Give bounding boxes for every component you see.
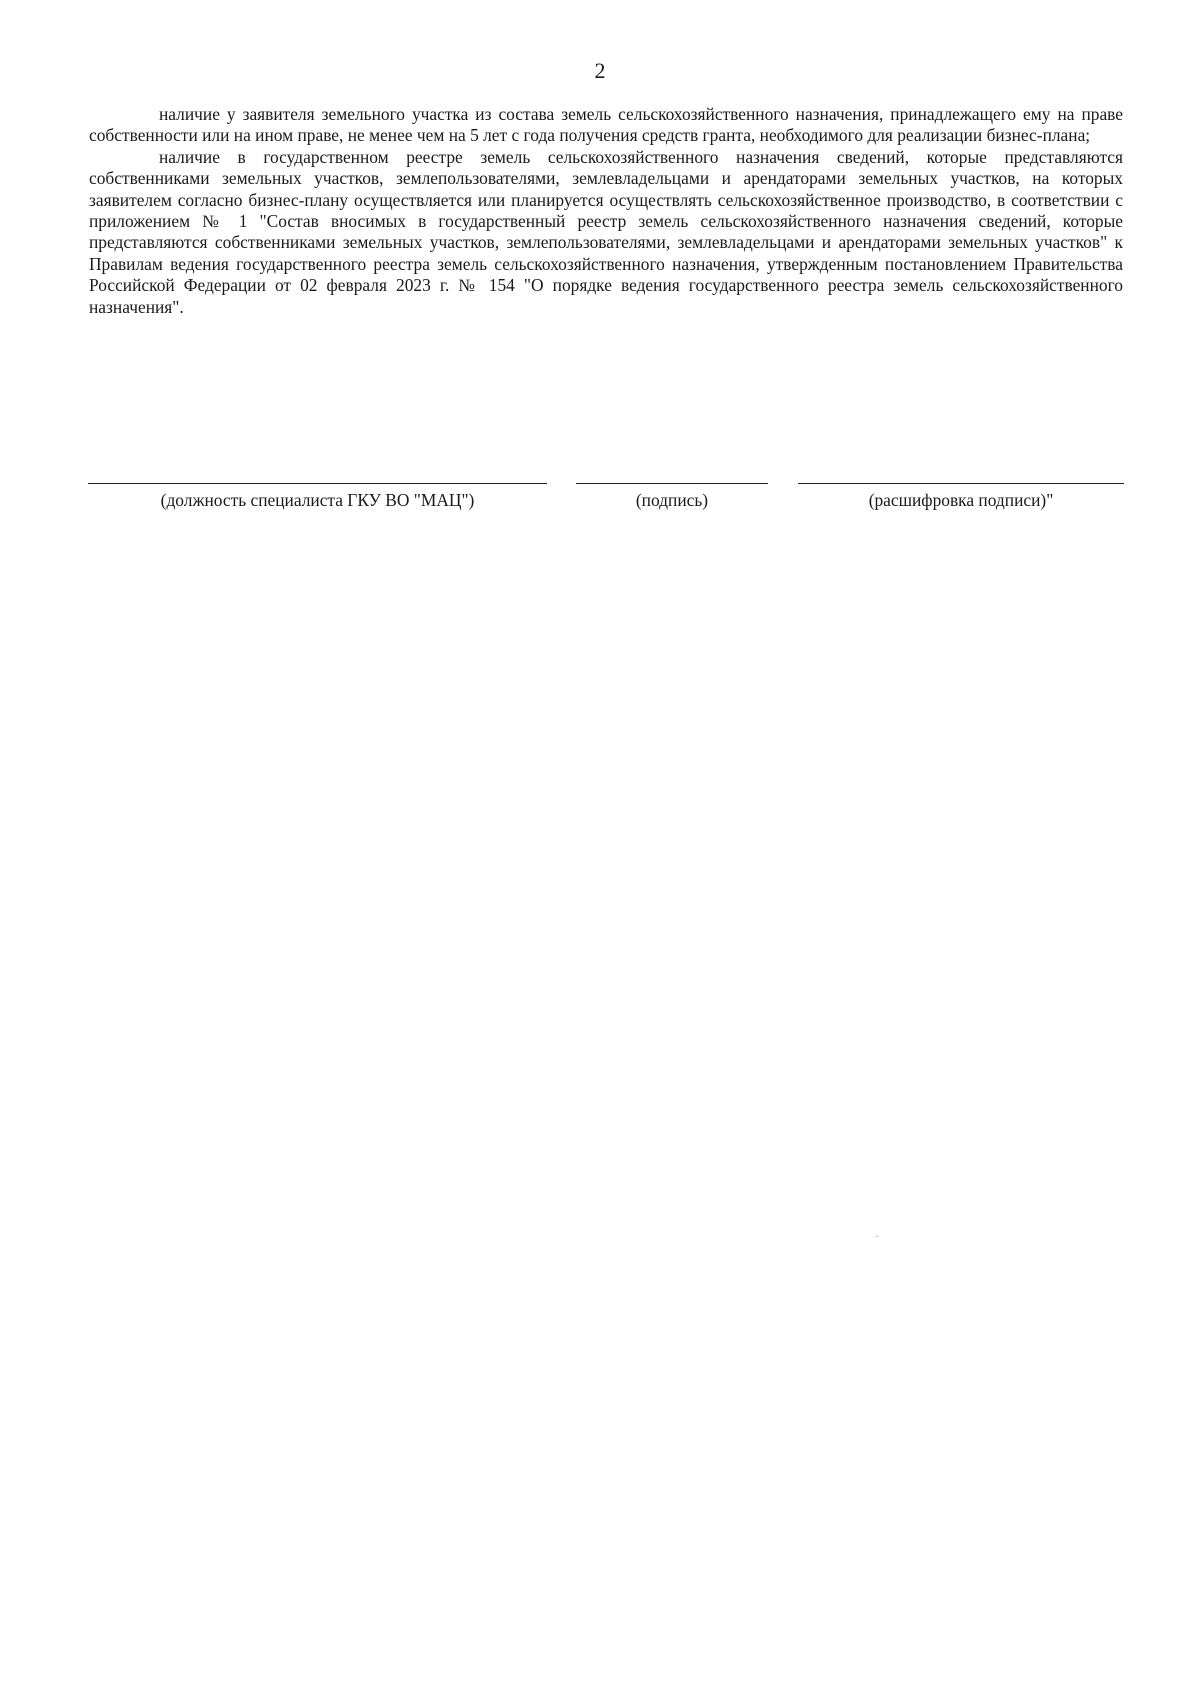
paragraph-state-register: наличие в государственном реестре земель сельскохозяйственного назначения сведений, которые представляются собственниками земельных участков, землепользователями, землевладельцами и арендаторами земельных участков, на которых заявителем согласно бизнес-плану осуществляется или планируется осуществлять сельскохозяйственное производство, в соответствии с приложением № 1 "Состав вносимых в государственный реестр земель сельскохозяйственного назначения сведений, которые представляются собственниками земельных участков, землепользователями, землевладельцами и арендаторами земельных участков" к Правилам ведения государственного реестра земель сельскохозяйственного назначения, утвержденным постановлением Правительства Российской Федерации от 02 февраля 2023 г. № 154 "О порядке ведения государственного реестра земель сельскохозяйственного назначения". xyxy=(89,146,1123,317)
decode-signature-line xyxy=(798,483,1124,511)
signature-block xyxy=(88,483,1124,523)
page-number: 2 xyxy=(594,58,606,83)
scan-speck xyxy=(876,1236,878,1237)
position-signature-line xyxy=(88,483,547,511)
decode-caption: (расшифровка подписи)" xyxy=(868,490,1054,510)
position-caption: (должность специалиста ГКУ ВО "МАЦ") xyxy=(160,490,475,510)
signature-line xyxy=(576,483,768,511)
document-body xyxy=(89,104,1123,318)
paragraph-land-ownership: наличие у заявителя земельного участка из состава земель сельскохозяйственного назначения, принадлежащего ему на праве собственности или на ином праве, не менее чем на 5 лет с года получения средств гранта, необходимого для реализации бизнес-плана; xyxy=(89,104,1123,146)
signature-caption: (подпись) xyxy=(635,490,709,510)
